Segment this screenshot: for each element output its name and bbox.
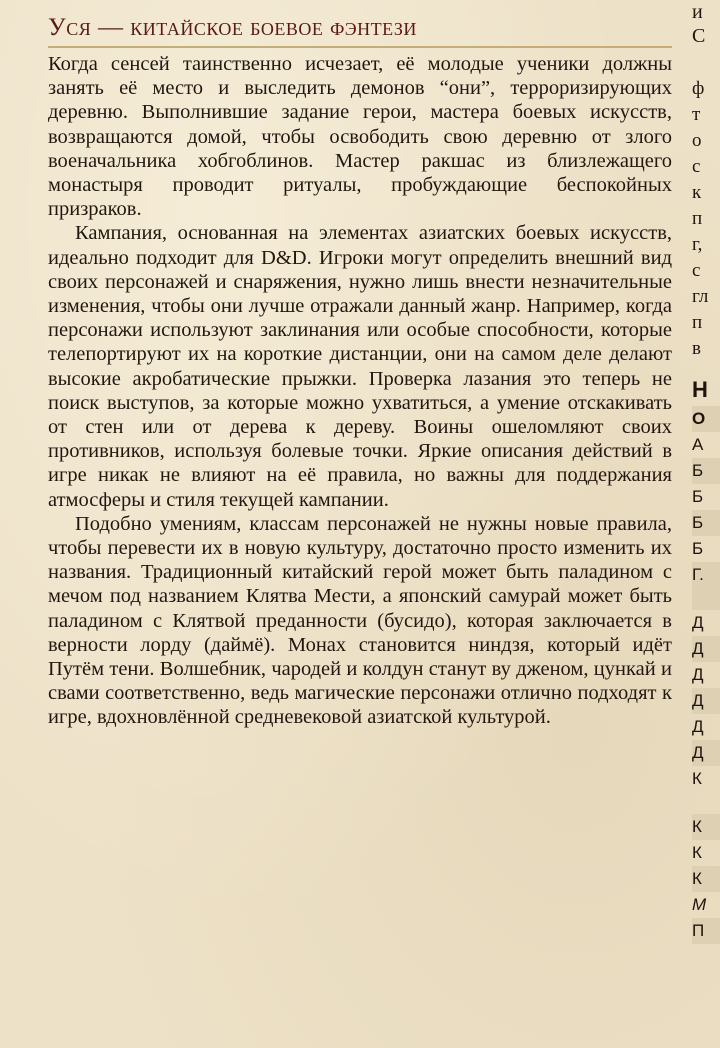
table-fragment — [692, 406, 720, 944]
table-row: Д — [692, 636, 720, 662]
table-row: Б — [692, 458, 720, 484]
line-start-letter: в — [692, 338, 701, 359]
table-row: Б — [692, 487, 704, 506]
line-start-letter: г, — [692, 234, 703, 255]
line-start-letter: гл — [692, 286, 709, 307]
section-title: Уся — китайское боевое фэнтези — [48, 14, 417, 41]
table-row: К — [692, 843, 702, 862]
table-row: М — [692, 895, 707, 914]
table-row: Г. — [692, 562, 720, 610]
line-start-letter: с — [692, 260, 701, 281]
table-row: Д — [692, 613, 704, 632]
table-row: Д — [692, 740, 720, 766]
paragraph-2: Кампания, основанная на элементах азиатских боевых искусств, идеально подходит для D&D. Игроки могут определить внешний вид своих персонажей и снаряжения, нужно лишь внести незначительные изменения, чтобы они лучше отражали данный жанр. Например, когда персонажи используют заклинания или особые способности, которые телепортируют их на короткие дистанции, они на самом деле делают высокие акробатические прыжки. Проверка лазания это теперь не поиск выступов, за которые можно ухватиться, а умение отскакивать от стен или от дерева к дереву. Воины ошеломляют своих противников, используя болевые точки. Яркие описания действий в игре никак не влияют на её правила, но важны для поддержания атмосферы и стиля текущей кампании. — [48, 222, 672, 511]
line-start-letter: о — [692, 130, 702, 151]
line-start-letter: т — [692, 104, 701, 125]
right-top-fragment: С — [692, 25, 706, 47]
table-row: Д — [692, 665, 704, 684]
table-row: О — [692, 406, 720, 432]
body-text — [48, 52, 672, 730]
paragraph-gap — [692, 48, 720, 76]
line-start-letter: ф — [692, 78, 705, 99]
table-row: Д — [692, 688, 720, 714]
heading-rule — [48, 46, 672, 48]
line-start-letter: п — [692, 208, 703, 229]
table-row: К — [692, 814, 720, 840]
right-paragraph-fragment — [692, 76, 720, 362]
main-column — [48, 0, 672, 730]
right-top-fragment: и — [692, 1, 703, 23]
table-row: К — [692, 866, 720, 892]
line-start-letter: к — [692, 182, 702, 203]
line-start-letter: п — [692, 312, 703, 333]
line-start-letter: с — [692, 156, 701, 177]
table-row: Б — [692, 510, 720, 536]
table-row: К — [692, 769, 702, 788]
table-row: Д — [692, 717, 704, 736]
table-row: П — [692, 918, 720, 944]
paragraph-3: Подобно умениям, классам персонажей не нужны новые правила, чтобы перевести их в новую культуру, достаточно просто изменить их названия. Традиционный китайский герой может быть паладином с мечом под названием Клятва Мести, а японский самурай может быть паладином с Клятвой преданности (бусидо), которая заключается в верности лорду (даймё). Монах становится ниндзя, который идёт Путём тени. Волшебник, чародей и колдун станут ву дженом, цункай и свами соответственно, ведь магические персонажи отлично подходят к игре, вдохновлённой средневековой азиатской культурой. — [48, 512, 672, 729]
right-column-fragment — [692, 0, 720, 944]
table-row: Б — [692, 539, 704, 558]
table-heading-fragment: Н — [692, 377, 708, 402]
paragraph-1: Когда сенсей таинственно исчезает, её молодые ученики должны занять её место и выследить демонов “они”, терроризирующих деревню. Выполнившие задание герои, мастера боевых искусств, возвращаются домой, чтобы освободить свою деревню от злого военачальника хобгоблинов. Мастер ракшас из близлежащего монастыря проводит ритуалы, пробуждающие беспокойных призраков. — [48, 53, 672, 221]
table-row: А — [692, 435, 704, 454]
